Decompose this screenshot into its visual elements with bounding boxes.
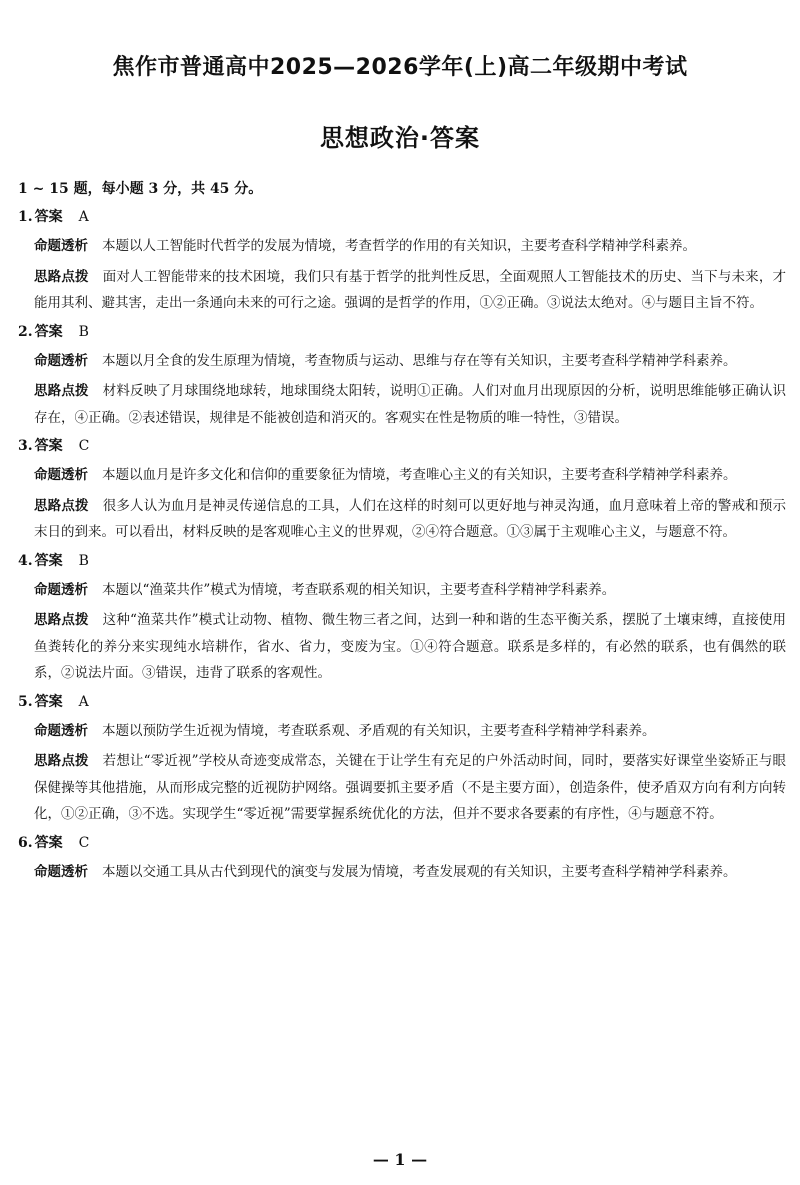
hint-text: 材料反映了月球围绕地球转，地球围绕太阳转，说明①正确。人们对血月出现原因的分析，说明思维能够正确认识存在，④正确。②表述错误，规律是不能被创造和消灭的。客观实在性是物质的唯一特性，③错误。	[34, 383, 787, 426]
answer-choice: C	[78, 438, 90, 454]
intent-paragraph	[18, 718, 786, 745]
page-number: — 1 —	[372, 1150, 428, 1169]
question-item	[18, 321, 786, 432]
scoring-intro: 1 ~ 15 题，每小题 3 分，共 45 分。	[18, 181, 263, 197]
page-title: 焦作市普通高中2025—2026学年(上)高二年级期中考试	[112, 55, 688, 80]
answer-choice: B	[78, 552, 89, 569]
hint-paragraph	[18, 607, 786, 687]
hint-label: 思路点拨	[34, 268, 89, 285]
hint-text: 若想让“零近视”学校从奇迹变成常态，关键在于让学生有充足的户外活动时间，同时，要落实好课堂坐姿矫正与眼保健操等其他措施，从而形成完整的近视防护网络。强调要抓主要矛盾（不是主要方面），创造条件，使矛盾双方向有利方向转化，①②正确，③不选。实现学生“零近视”需要掌握系统优化的方法，但并不要求各要素的有序性，④与题意不符。	[34, 753, 787, 822]
intent-label: 命题透析	[34, 467, 88, 483]
answer-label: 答案	[34, 693, 63, 710]
hint-label: 思路点拨	[34, 497, 89, 514]
intent-label: 命题透析	[34, 863, 88, 880]
intent-label: 命题透析	[34, 722, 88, 739]
hint-text: 面对人工智能带来的技术困境，我们只有基于哲学的批判性反思，全面观照人工智能技术的历史、当下与未来，才能用其利、避其害，走出一条通向未来的可行之途。强调的是哲学的作用，①②正确。③说法太绝对。④与题目主旨不符。	[34, 268, 787, 311]
answer-choice: A	[78, 209, 89, 225]
hint-paragraph	[18, 493, 786, 546]
answer-label: 答案	[34, 209, 63, 225]
page-subtitle: 思想政治·答案	[319, 124, 481, 152]
question-item	[18, 206, 786, 317]
intent-paragraph	[18, 859, 786, 886]
hint-paragraph	[18, 748, 786, 828]
answer-choice: C	[78, 834, 90, 851]
hint-text: 这种“渔菜共作”模式让动物、植物、微生物三者之间，达到一种和谐的生态平衡关系，摆脱了土壤束缚，直接使用鱼粪转化的养分来实现纯水培耕作，省水、省力，变废为宝。①④符合题意。联系是多样的，有必然的联系，也有偶然的联系，②说法片面。③错误，违背了联系的客观性。	[34, 612, 787, 681]
question-item	[18, 550, 786, 687]
intent-label: 命题透析	[34, 238, 88, 254]
question-number: 2.	[18, 323, 33, 340]
intent-text: 本题以月全食的发生原理为情境，考查物质与运动、思维与存在等有关知识，主要考查科学精神学科素养。	[102, 352, 737, 369]
intent-text: 本题以交通工具从古代到现代的演变与发展为情境，考查发展观的有关知识，主要考查科学精神学科素养。	[102, 863, 737, 880]
question-item	[18, 832, 786, 886]
question-answer-line	[18, 832, 786, 854]
question-number: 4.	[18, 552, 33, 569]
hint-paragraph	[18, 264, 786, 317]
answer-label: 答案	[34, 552, 63, 569]
question-number: 1.	[18, 209, 33, 225]
question-item	[18, 691, 786, 828]
intent-text: 本题以预防学生近视为情境，考查联系观、矛盾观的有关知识，主要考查科学精神学科素养。	[102, 722, 656, 739]
question-answer-line	[18, 435, 786, 457]
intent-text: 本题以“渔菜共作”模式为情境，考查联系观的相关知识，主要考查科学精神学科素养。	[102, 581, 616, 598]
question-item	[18, 435, 786, 546]
question-answer-line	[18, 550, 786, 572]
answer-label: 答案	[34, 834, 63, 851]
answer-choice: B	[78, 323, 89, 340]
intent-label: 命题透析	[34, 581, 88, 598]
question-answer-line	[18, 321, 786, 343]
question-number: 5.	[18, 693, 33, 710]
intent-paragraph	[18, 462, 786, 489]
hint-paragraph	[18, 378, 786, 431]
answer-label: 答案	[34, 438, 63, 454]
question-list	[18, 206, 786, 885]
answer-content	[18, 178, 786, 889]
intent-text: 本题以人工智能时代哲学的发展为情境，考查哲学的作用的有关知识，主要考查科学精神学科素养。	[102, 238, 696, 254]
intent-paragraph	[18, 348, 786, 375]
intent-text: 本题以血月是许多文化和信仰的重要象征为情境，考查唯心主义的有关知识，主要考查科学精神学科素养。	[102, 467, 737, 483]
intent-label: 命题透析	[34, 352, 88, 369]
question-answer-line	[18, 691, 786, 713]
question-answer-line	[18, 206, 786, 228]
hint-label: 思路点拨	[34, 383, 89, 399]
hint-label: 思路点拨	[34, 753, 89, 769]
hint-text: 很多人认为血月是神灵传递信息的工具，人们在这样的时刻可以更好地与神灵沟通，血月意味着上帝的警戒和预示末日的到来。可以看出，材料反映的是客观唯心主义的世界观，②④符合题意。①③属于主观唯心主义，与题意不符。	[34, 497, 787, 540]
question-number: 3.	[18, 438, 33, 454]
intent-paragraph	[18, 233, 786, 260]
intent-paragraph	[18, 577, 786, 604]
question-number: 6.	[18, 834, 33, 851]
answer-label: 答案	[34, 323, 63, 340]
hint-label: 思路点拨	[34, 612, 89, 628]
answer-choice: A	[78, 693, 89, 710]
